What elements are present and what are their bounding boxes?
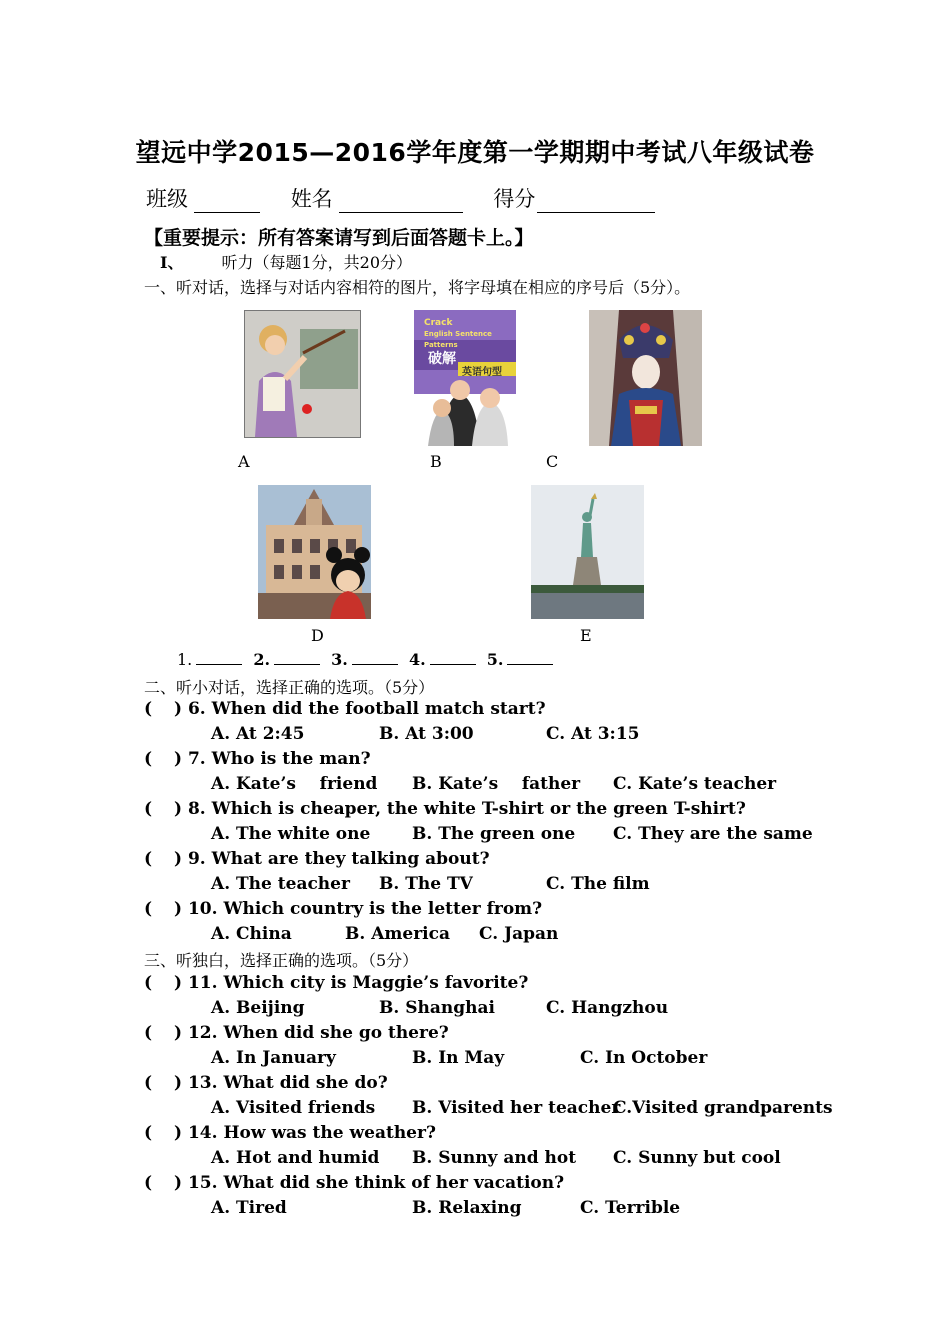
book-cover-subtitle: 英语句型 xyxy=(462,367,502,378)
q13-option-a[interactable]: A. Visited friends xyxy=(211,1098,376,1118)
question-13: ( ) 13. What did she do? xyxy=(144,1073,388,1093)
q9-option-a[interactable]: A. The teacher xyxy=(211,874,350,894)
q12-option-b[interactable]: B. In May xyxy=(412,1048,505,1068)
teacher-picture xyxy=(244,310,361,438)
q15-option-a[interactable]: A. Tired xyxy=(211,1198,287,1218)
q13-option-c[interactable]: C.Visited grandparents xyxy=(613,1098,833,1118)
q11-option-c[interactable]: C. Hangzhou xyxy=(546,998,669,1018)
question-7: ( ) 7. Who is the man? xyxy=(144,749,371,769)
q6-option-c[interactable]: C. At 3:15 xyxy=(546,724,640,744)
q8-option-b[interactable]: B. The green one xyxy=(412,824,576,844)
part1-answer-line: 1. 2. 3. 4. 5. xyxy=(177,650,559,669)
picture-label-c: C xyxy=(546,452,559,471)
question-6: ( ) 6. When did the football match start? xyxy=(144,699,546,719)
section-number: I、 xyxy=(160,253,184,272)
answer-blank-1[interactable] xyxy=(196,650,242,665)
q14-option-b[interactable]: B. Sunny and hot xyxy=(412,1148,577,1168)
q12-option-c[interactable]: C. In October xyxy=(580,1048,708,1068)
q8-option-c[interactable]: C. They are the same xyxy=(613,824,813,844)
section-heading xyxy=(160,250,412,273)
picture-label-d: D xyxy=(311,626,324,645)
q12-option-a[interactable]: A. In January xyxy=(211,1048,336,1068)
question-14: ( ) 14. How was the weather? xyxy=(144,1123,436,1143)
question-10: ( ) 10. Which country is the letter from? xyxy=(144,899,543,919)
question-15: ( ) 15. What did she think of her vacation? xyxy=(144,1173,565,1193)
answer-blank-4[interactable] xyxy=(430,650,476,665)
picture-label-a: A xyxy=(238,452,250,471)
disneyland-picture xyxy=(258,485,371,619)
book-cover-title: Crack English Sentence Patterns xyxy=(424,318,492,349)
score-label: 得分 xyxy=(493,187,536,211)
name-label: 姓名 xyxy=(290,187,333,211)
score-blank[interactable] xyxy=(537,190,655,213)
question-12: ( ) 12. When did she go there? xyxy=(144,1023,449,1043)
q6-option-a[interactable]: A. At 2:45 xyxy=(211,724,305,744)
q8-option-a[interactable]: A. The white one xyxy=(211,824,371,844)
q9-option-c[interactable]: C. The film xyxy=(546,874,650,894)
book-cover-cn-title: 破解 xyxy=(428,351,456,367)
answer-blank-5[interactable] xyxy=(507,650,553,665)
q7-option-b[interactable]: B. Kate’s father xyxy=(412,774,581,794)
class-label: 班级 xyxy=(146,187,188,211)
question-9: ( ) 9. What are they talking about? xyxy=(144,849,490,869)
student-info-row xyxy=(146,183,679,213)
q7-option-c[interactable]: C. Kate’s teacher xyxy=(613,774,777,794)
q10-option-c[interactable]: C. Japan xyxy=(479,924,559,944)
q10-option-b[interactable]: B. America xyxy=(345,924,450,944)
q15-option-b[interactable]: B. Relaxing xyxy=(412,1198,522,1218)
q14-option-a[interactable]: A. Hot and humid xyxy=(211,1148,380,1168)
peking-opera-picture xyxy=(589,310,702,446)
important-notice: 【重要提示：所有答案请写到后面答题卡上。】 xyxy=(144,227,534,249)
question-11: ( ) 11. Which city is Maggie’s favorite? xyxy=(144,973,529,993)
statue-of-liberty-picture xyxy=(531,485,644,619)
answer-blank-2[interactable] xyxy=(274,650,320,665)
class-blank[interactable] xyxy=(194,190,260,213)
picture-label-e: E xyxy=(580,626,592,645)
picture-label-b: B xyxy=(430,452,442,471)
q7-option-a[interactable]: A. Kate’s friend xyxy=(211,774,378,794)
exam-title: 望远中学2015—2016学年度第一学期期中考试八年级试卷 xyxy=(135,138,815,167)
part2-heading: 二、听小对话，选择正确的选项。（5分） xyxy=(144,678,435,697)
part1-instruction: 一、听对话，选择与对话内容相符的图片，将字母填在相应的序号后（5分）。 xyxy=(144,278,691,297)
q15-option-c[interactable]: C. Terrible xyxy=(580,1198,681,1218)
q13-option-b[interactable]: B. Visited her teacher xyxy=(412,1098,621,1118)
q11-option-a[interactable]: A. Beijing xyxy=(211,998,305,1018)
q9-option-b[interactable]: B. The TV xyxy=(379,874,473,894)
section-title: 听力（每题1分，共20分） xyxy=(221,253,413,272)
q11-option-b[interactable]: B. Shanghai xyxy=(379,998,495,1018)
question-8: ( ) 8. Which is cheaper, the white T-shirt or the green T-shirt? xyxy=(144,799,746,819)
part3-heading: 三、听独白，选择正确的选项。（5分） xyxy=(144,951,419,970)
name-blank[interactable] xyxy=(339,190,463,213)
book-cover-picture xyxy=(410,310,516,446)
q14-option-c[interactable]: C. Sunny but cool xyxy=(613,1148,781,1168)
answer-blank-3[interactable] xyxy=(352,650,398,665)
q6-option-b[interactable]: B. At 3:00 xyxy=(379,724,474,744)
q10-option-a[interactable]: A. China xyxy=(211,924,292,944)
